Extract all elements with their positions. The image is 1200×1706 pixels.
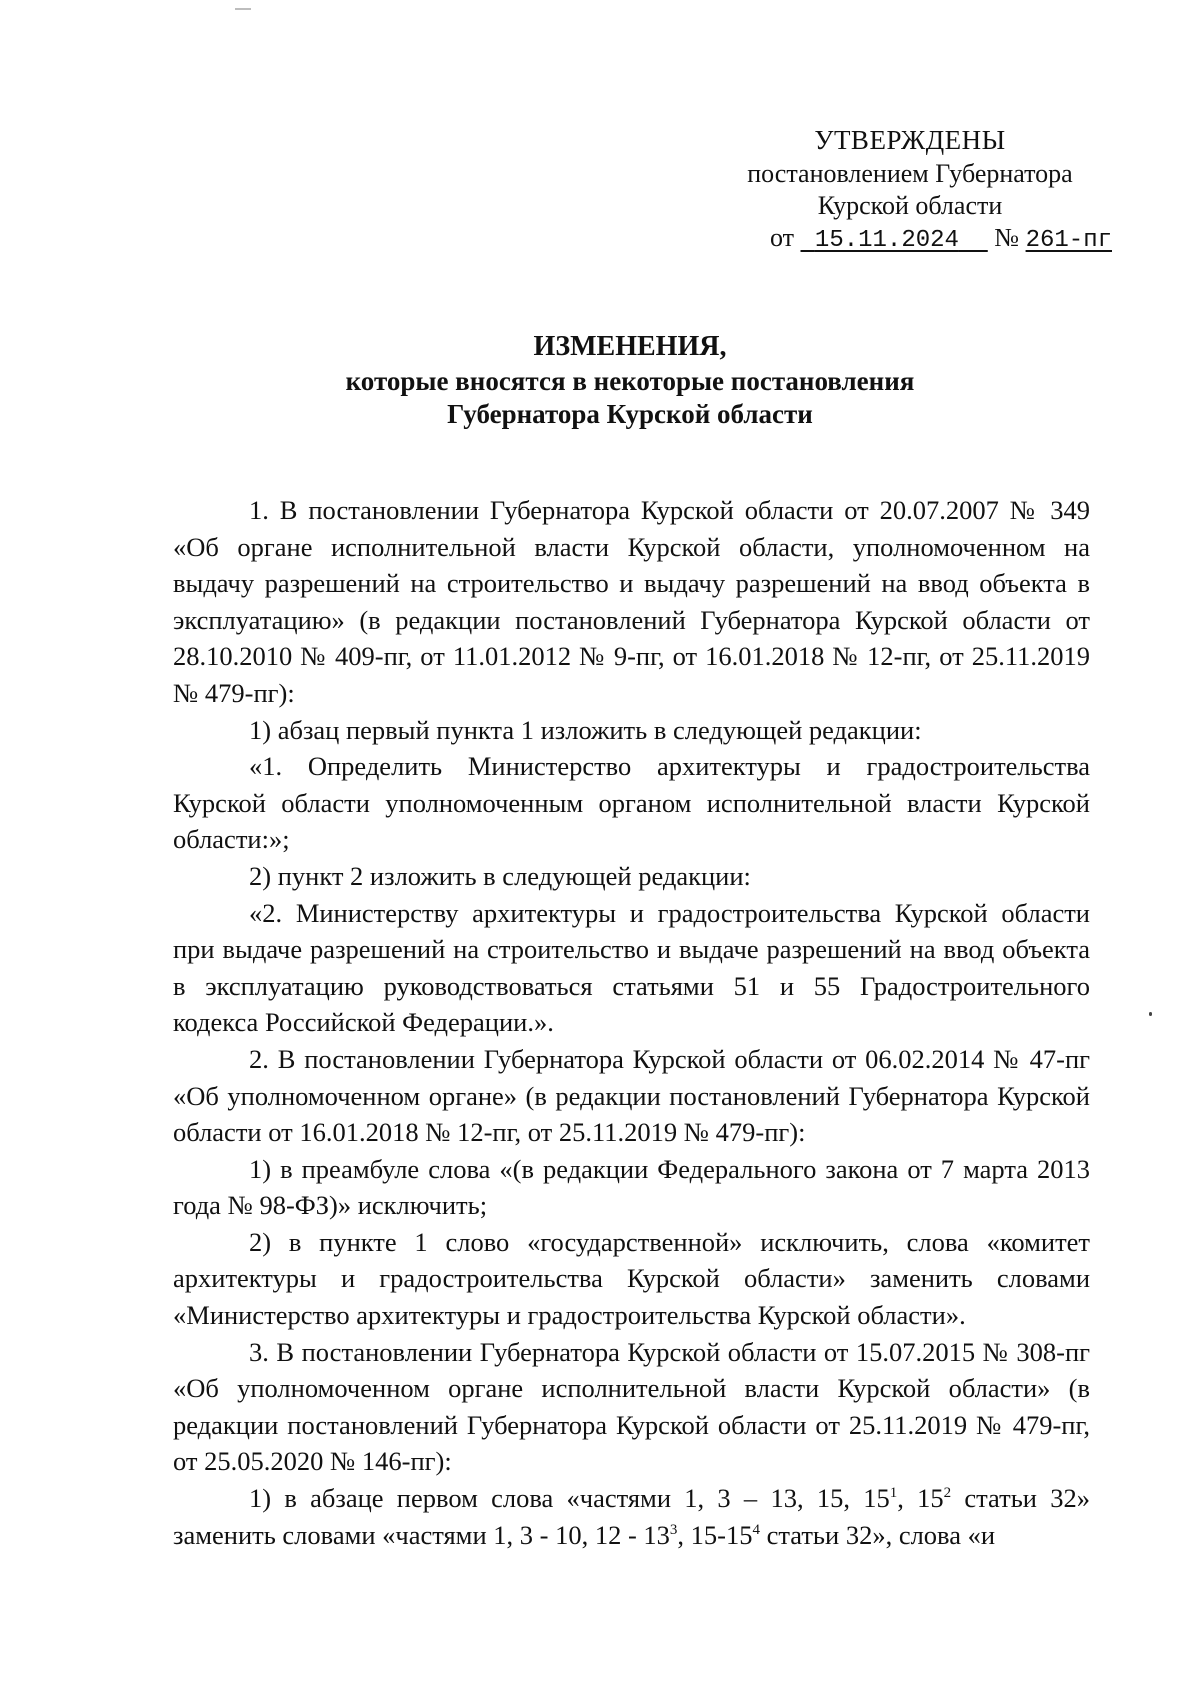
- paragraph-2: 2. В постановлении Губернатора Курской области от 06.02.2014 № 47-пг «Об уполномоченном органе» (в редакции постановлений Губернатора Курской области от 16.01.2018 № 12-пг, от 25.11.2019 № 479-пг):: [173, 1043, 1090, 1148]
- approval-number: 261-пг: [1025, 227, 1112, 254]
- scan-artifact-line: [235, 8, 251, 10]
- paragraph-1-2: 2) пункт 2 изложить в следующей редакции:: [249, 860, 751, 891]
- heading-title: ИЗМЕНЕНИЯ,: [533, 331, 727, 362]
- paragraph-2-2: 2) в пункте 1 слово «государственной» исключить, слова «комитет архитектуры и градостроительства Курской области» заменить словами «Министерство архитектуры и градостроительства Курской области».: [173, 1226, 1090, 1331]
- document-body: [173, 492, 1090, 1553]
- paragraph-2-1: 1) в преамбуле слова «(в редакции Федерального закона от 7 марта 2013 года № 98-ФЗ)» исключить;: [173, 1153, 1090, 1221]
- paragraph-3: 3. В постановлении Губернатора Курской области от 15.07.2015 № 308-пг «Об уполномоченном органе исполнительной власти Курской области» (в редакции постановлений Губернатора Курской области от 25.11.2019 № 479-пг, от 25.05.2020 № 146-пг):: [173, 1336, 1090, 1477]
- paragraph-1-1: 1) абзац первый пункта 1 изложить в следующей редакции:: [249, 714, 922, 745]
- document-heading: [170, 330, 1090, 431]
- approval-date-number: [700, 222, 1120, 257]
- approval-date: 15.11.2024: [814, 227, 959, 254]
- number-prefix: №: [994, 223, 1026, 252]
- approval-line-2: Курской области: [817, 191, 1003, 220]
- approval-block: [700, 124, 1120, 257]
- approval-line-1: постановлением Губернатора: [747, 159, 1073, 188]
- date-prefix: от: [769, 223, 801, 252]
- paragraph-1: 1. В постановлении Губернатора Курской области от 20.07.2007 № 349 «Об органе исполнительной власти Курской области, уполномоченном на выдачу разрешений на строительство и выдачу разрешений на ввод объекта в эксплуатацию» (в редакции постановлений Губернатора Курской области от 28.10.2010 № 409-пг, от 11.01.2012 № 9-пг, от 16.01.2018 № 12-пг, от 25.11.2019 № 479-пг):: [173, 495, 1090, 708]
- paragraph-1-2-text: «2. Министерству архитектуры и градостроительства Курской области при выдаче разрешений на строительство и выдаче разрешений на ввод объекта в эксплуатацию руководствоваться статьями 51 и 55 Градостроительного кодекса Российской Федерации.».: [173, 897, 1090, 1038]
- heading-subtitle-2: Губернатора Курской области: [447, 399, 813, 429]
- paragraph-1-1-text: «1. Определить Министерство архитектуры и градостроительства Курской области уполномоченным органом исполнительной власти Курской области:»;: [173, 751, 1090, 855]
- scan-artifact-dot: [1149, 1012, 1152, 1016]
- approval-title: УТВЕРЖДЕНЫ: [814, 125, 1006, 155]
- heading-subtitle-1: которые вносятся в некоторые постановления: [345, 366, 915, 396]
- paragraph-3-1: 1) в абзаце первом слова «частями 1, 3 – 13, 15, $15^1$, $15^2$ статьи 32» заменить словами «частями 1, 3 - 10, $12 - 13^3$, $15-15^4$ статьи 32», слова «и: [173, 1483, 1090, 1550]
